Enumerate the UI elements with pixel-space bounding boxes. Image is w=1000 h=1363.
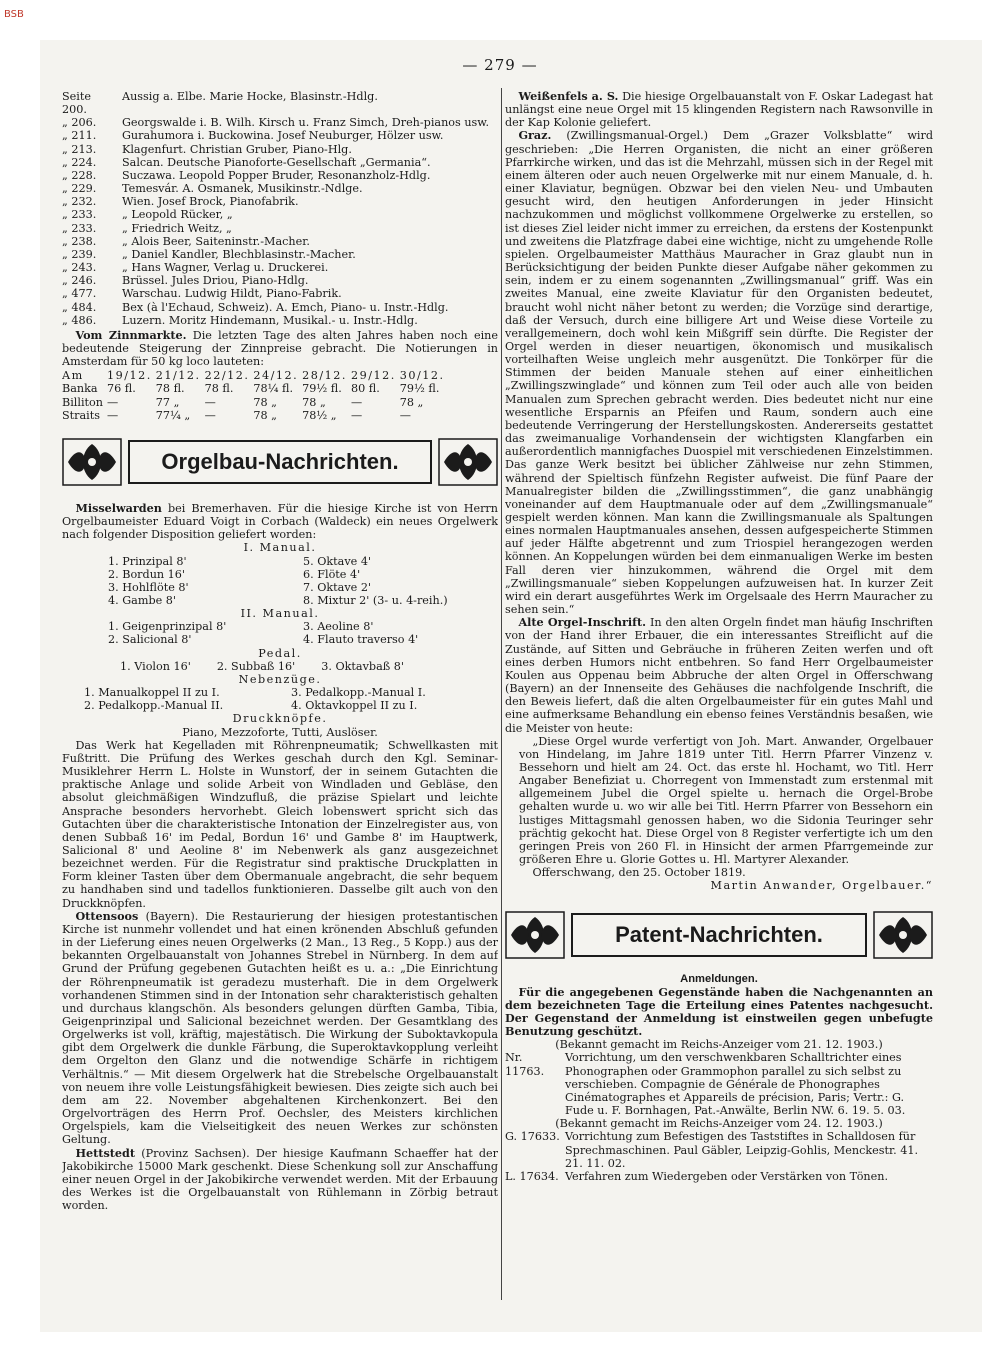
manual2-stops [108, 620, 498, 646]
anmeldungen-heading: Anmeldungen. [680, 972, 758, 985]
firm-text: Suczawa. Leopold Popper Bruder, Resonanzholz-Hdlg. [122, 168, 431, 182]
firm-page-ref: „ 211. [62, 129, 97, 143]
firm-entry [62, 90, 498, 116]
firm-entry [62, 248, 498, 261]
organ-stop: 3. Oktavbaß 8' [321, 659, 404, 673]
firm-entry [62, 156, 498, 169]
price-cell: 79½ fl. [399, 382, 440, 396]
price-cell: 21/12. [155, 369, 201, 383]
firm-entry [62, 182, 498, 195]
inschrift-signature: Martin Anwander, Orgelbauer.“ [710, 879, 933, 893]
inschrift-quote: „Diese Orgel wurde verfertigt von Joh. Mart. Anwander, Orgelbauer von Hindelang, im Jahre 1819 unter Titl. Herrn Pfarrer Vinzenz v. Bessehorn und hielt am 24. Oct. das erste hl. Hochamt, wo Titl. Herr Angaber Benefiziat u. Chorregent von Immenstadt zum erstenmal mit allgemeinem Jubel die Orgel spielte u. hernach die Orgel-Brobe gehalten wurde u. wo wir alle bei Titl. Herrn Pfarrer von Bessehorn ein lustiges Mittagsmahl genossen haben, wo die Sidonia Teuringer sehr prächtig gekocht hat. Diese Orgel von 8 Register verfertigte ich um den geringen Preis von 260 Fl. in Hinsicht der armen Pfarrgemeinde zur größeren Ehre u. Glorie Gottes u. Hl. Martyrer Alexander. [519, 734, 933, 867]
firm-entry [62, 208, 498, 221]
firm-entry [62, 274, 498, 287]
firm-entry [62, 116, 498, 129]
firm-page-ref: „ 239. [62, 247, 97, 261]
misselwarden-paragraph [62, 502, 498, 541]
price-cell: 78½ „ [302, 408, 337, 422]
price-row [62, 409, 449, 422]
patent-number: Nr. 11763. [505, 1051, 545, 1078]
ottensoos-paragraph [62, 910, 498, 1147]
weissenfels-paragraph [505, 90, 933, 129]
price-cell: — [204, 395, 216, 409]
price-cell: — [106, 395, 119, 409]
price-cell: 30/12. [399, 369, 445, 383]
ottensoos-text: (Bayern). Die Restaurierung der hiesigen protestantischen Kirche ist nunmehr vollendet und hat einen krönenden Abschluß gefunden in der Lieferung eines neuen Orgelwerks (2 Man., 13 Reg., 5 Kopp.) aus der bekannten Orgelbauanstalt von Johannes Strebel in Nürnberg. In dem auf Grund der Prüfung gegebenen Gutachten heißt es u. a.: „Die Einrichtung der Röhrenpneumatik ist geradezu musterhaft. Die in dem Orgelwerk vorhandenen Stimmen sind in der Intonation sehr charakteristisch gehalten und durchaus klangschön. Als besonders gelungen dürften Gamba, Tibia, Geigenprinzipal und Salicional bezeichnet werden. Der Gesamtklang des Orgelwerks ist voll, kräftig, majestätisch. Die Wirkung der Suboktavkopula gibt dem Orgelwerk die dunkle Färbung, die Superoktavkopplung verleiht dem Orgelton den Glanz und die notwendige Schärfe in richtigem Verhältnis.“ — Mit diesem Orgelwerk hat die Strebelsche Orgelbauanstalt von neuem ihre volle Leistungsfähigkeit bewiesen. Dies zeigte sich auch bei dem am 22. November abgehaltenen Kirchenkonzert. Bei den Orgelvorträgen des Herrn Prof. Oechsler, des Meisters kirchlichen Orgelspiels, kam die Vielseitigkeit des neuen Werkes zur schönsten Geltung. [62, 909, 498, 1147]
firm-text: „ Friedrich Weitz, „ [122, 221, 232, 235]
organ-stop: 2. Bordun 16' [108, 567, 185, 581]
misselwarden-text: bei Bremerhaven. Für die hiesige Kirche ist von Herrn Orgelbaumeister Eduard Voigt in Corbach (Waldeck) ein neues Orgelwerk nach folgender Disposition geliefert worden: [62, 501, 498, 542]
firm-text: Temesvár. A. Osmanek, Musikinstr.-Ndlge. [122, 182, 363, 196]
organ-coupler: 3. Pedalkopp.-Manual I. [291, 686, 426, 700]
price-cell: 79½ fl. [302, 382, 342, 396]
price-cell: 80 fl. [350, 382, 380, 396]
manual1-title: I. Manual. [243, 541, 317, 555]
left-column [62, 90, 498, 1315]
alte-orgel-heading: Alte Orgel-Inschrift. [518, 615, 647, 630]
organ-stop: 1. Violon 16' [120, 659, 191, 673]
price-cell: 78 fl. [155, 382, 185, 396]
firm-text: „ Alois Beer, Saiteninstr.-Macher. [122, 234, 310, 248]
firm-page-ref: „ 232. [62, 195, 97, 209]
price-cell: Straits [62, 408, 100, 422]
ornament-left-icon [505, 911, 565, 959]
firm-entry [62, 222, 498, 235]
firm-text: Georgswalde i. B. Wilh. Kirsch u. Franz Simch, Dreh-pianos usw. [122, 116, 490, 130]
organ-stop: 1. Geigenprinzipal 8' [108, 620, 227, 634]
firm-page-ref: „ 486. [62, 313, 97, 327]
weissenfels-heading: Weißenfels a. S. [518, 90, 619, 103]
page-number: — 279 — [462, 56, 538, 74]
price-cell: 22/12. [204, 369, 250, 383]
orgelbau-title: Orgelbau-Nachrichten. [128, 440, 432, 484]
graz-text: (Zwillingsmanual-Orgel.) Dem „Grazer Volksblatte“ wird geschrieben: „Die Herren Organisten, die nicht an einer größeren Pfarrkirche wirken, und das ist die Mehrzahl, müssen sich in der Regel mit einem älteren oder auch neuen Orgelwerke mit nur einem Manuale, d. h. einer Klaviatur, begnügen. Obzwar bei den vielen Neu- und Umbauten gesucht wird, den heutigen Anforderungen in jeder Hinsicht nachzukommen und möglichst vollkommene Orgelwerke zu erstellen, so ist dieses Ziel leider nicht immer zu erreichen, da erstens der Kostenpunkt und zweitens die Platzfrage dabei eine wichtige, nicht zu umgehende Rolle spielen. Orgelbaumeister Matthäus Mauracher in Graz glaubt nun in Berücksichtigung der beiden Punkte dieser Aufgabe näher gekommen zu sein, indem er zu einem sogenannten „Zwillingsmanual“ griff. Was ein zweites Manual, eine zweite Klaviatur für den Organisten bedeutet, braucht wohl nicht näher betont zu werden; die Vorzüge sind derartige, daß der Versuch, durch eine billigere Art und Weise diese Vorteile zu verallgemeinern, doch wohl kein Mißgriff sein dürfte. Die Register der Orgel werden in dieser neuartigen, ökonomisch und musikalisch vorteilhaften Weise ungleich mehr ausgenützt. Die Tonkörper für die Stimmen der beiden Manuale stehen auf einer einheitlichen „Zwillingszwinglade“ und können zum Teil oder auch alle von beiden Manualen zum Sprechen gebracht werden. Dies bedeutet nicht nur eine wesentliche Ersparnis an Pfeifen und Raum, sondern auch eine bedeutende Verringerung der Herstellungskosten. Andererseits gestattet das zweimanualige Vorhandensein der wichtigsten Klangfarben ein außerordentlich mannigfaches Duospiel mit verschiedenen Einzelstimmen. Das ganze Werk besitzt bei üblicher Zählweise nur zehn Stimmen, während der Spieltisch fünfzehn Register aufweist. Die fünf Paare der Manualregister bilden die „Zwillingsstimmen“, die ganz unabhängig voneinander auf dem Hauptmanuale oder auf dem „Zwillingsmanuale“ gespielt werden können. Man kann die Zwillingsmanuale als Spaltungen eines normalen Hauptmanuales ansehen, dessen aufgespeicherte Stimmen auf jeder Hälfte abgetrennt und zum Triospiel herangezogen werden können. An Koppelungen würden bei dem einmanualigen Werke im besten Fall deren vier hinzukommen, während die Orgel mit dem „Zwillingsmanuale“ sieben Koppelungen aufzuweisen hat. In kurzer Zeit wird ein derart ausgeführtes Werk im Orgelsaale des Herrn Mauracher zu sehen sein.“ [505, 129, 933, 617]
price-row [62, 369, 449, 382]
price-cell: 78 fl. [204, 382, 234, 396]
firm-text: Warschau. Ludwig Hildt, Piano-Fabrik. [122, 287, 342, 301]
firm-entry [62, 301, 498, 314]
patent-text: Vorrichtung, um den verschwenkbaren Schalltrichter eines Phonographen oder Grammophon parallel zu sich selbst zu verschieben. Compagnie de Générale de Phonographes Cinématographes et Appareils de précision, Paris; Vertr.: G. Fude u. F. Bornhagen, Pat.-Anwälte, Berlin NW. 6. 19. 5. 03. [565, 1051, 906, 1118]
price-cell: — [350, 408, 363, 422]
hettstedt-text: (Provinz Sachsen). Der hiesige Kaufmann Schaeffer hat der Jakobikirche 15000 Mark geschenkt. Diese Schenkung soll zur Anschaffung einer neuen Orgel in der Jakobikirche verwendet werden. Mit der Erbauung des Werkes ist die Orgelbauanstalt von Rühlemann in Zörbig betraut worden. [62, 1146, 498, 1213]
zinn-paragraph [62, 329, 498, 368]
firm-page-ref: „ 233. [62, 221, 97, 235]
graz-paragraph [505, 129, 933, 616]
patent-entry [505, 1170, 933, 1183]
price-cell: 78 „ [399, 395, 424, 409]
firm-page-ref: „ 229. [62, 182, 97, 196]
price-cell: 24/12. [253, 369, 299, 383]
organ-stop: 6. Flöte 4' [303, 567, 361, 581]
organ-stop: 4. Flauto traverso 4' [303, 633, 419, 647]
firm-page-ref: „ 213. [62, 142, 97, 156]
firm-page-ref: „ 477. [62, 287, 97, 301]
nebenzuege-list [84, 686, 498, 712]
price-cell: 78 „ [302, 395, 326, 409]
price-cell: — [106, 408, 119, 422]
ornament-right-icon [438, 438, 498, 486]
firm-page-ref: „ 206. [62, 116, 97, 130]
price-cell: 28/12. [302, 369, 347, 383]
firm-page-ref: „ 228. [62, 168, 97, 182]
column-rule [501, 88, 502, 1300]
price-cell: 29/12. [350, 369, 396, 383]
hettstedt-paragraph [62, 1147, 498, 1213]
nebenzuege-title: Nebenzüge. [238, 672, 322, 686]
organ-stop: 2. Subbaß 16' [216, 659, 296, 673]
pedal-stops [120, 660, 498, 673]
firm-text: Bex (à l'Echaud, Schweiz). A. Emch, Piano- u. Instr.-Hdlg. [122, 300, 449, 314]
firm-entry [62, 261, 498, 274]
manual2-title: II. Manual. [240, 607, 320, 621]
price-cell: — [204, 408, 216, 422]
firm-entry [62, 235, 498, 248]
organ-coupler: 2. Pedalkopp.-Manual II. [84, 699, 224, 713]
price-cell: 78¼ fl. [253, 382, 294, 396]
firm-page-ref: „ 224. [62, 155, 97, 169]
price-cell: Banka [62, 382, 98, 396]
price-cell: 78 „ [253, 395, 277, 409]
organ-stop: 4. Gambe 8' [108, 594, 176, 607]
firm-text: Klagenfurt. Christian Gruber, Piano-Hlg. [122, 142, 352, 156]
firm-page-ref: „ 484. [62, 300, 97, 314]
graz-heading: Graz. [518, 128, 552, 143]
patent-title: Patent-Nachrichten. [571, 913, 867, 957]
weissenfels-text: Die hiesige Orgelbauanstalt von F. Oskar Ladegast hat unlängst eine neue Orgel mit 15 klingenden Registern nach Rawsonville in der Kap Kolonie geliefert. [505, 90, 933, 130]
firm-page-ref: „ 238. [62, 234, 97, 248]
firm-text: Aussig a. Elbe. Marie Hocke, Blasinstr.-Hdlg. [122, 90, 378, 103]
hettstedt-heading: Hettstedt [75, 1145, 136, 1160]
ornament-left-icon [62, 438, 122, 486]
bekannt-1: (Bekannt gemacht im Reichs-Anzeiger vom 21. 12. 1903.) [555, 1038, 883, 1052]
firm-page-ref: „ 246. [62, 274, 97, 288]
anmeldungen-text: Für die angegebenen Gegenstände haben die Nachgenannten an dem bezeichneten Tage die Erteilung eines Patentes nachgesucht. Der Gegenstand der Anmeldung ist einstweilen gegen unbefugte Benutzung geschützt. [505, 984, 933, 1039]
organ-coupler: 4. Oktavkoppel II zu I. [291, 699, 418, 713]
bekannt-2: (Bekannt gemacht im Reichs-Anzeiger vom 24. 12. 1903.) [555, 1117, 883, 1131]
firm-text: „ Hans Wagner, Verlag u. Druckerei. [122, 261, 329, 275]
firm-entry [62, 143, 498, 156]
organ-coupler: 1. Manualkoppel II zu I. [84, 686, 220, 700]
price-cell: 77¼ „ [155, 408, 191, 422]
druckknoepfe-title: Druckknöpfe. [232, 712, 328, 726]
firm-entry [62, 287, 498, 300]
organ-stop: 3. Hohlflöte 8' [108, 580, 189, 594]
firm-list [62, 90, 498, 327]
price-cell: 77 „ [155, 395, 180, 409]
misselwarden-body: Das Werk hat Kegelladen mit Röhrenpneumatik; Schwellkasten mit Fußtritt. Die Prüfung des Werkes geschah durch den Kgl. Seminar-Musiklehrer Herrn L. Holste in Wunstorf, der in seinem Gutachten die praktische Anlage und solide Arbeit von Windladen und Gebläse, den absolut gleichmäßigen Windzufluß, die präzise Spielart und leichte Ansprache besonders hervorhebt. Gleich lobenswert spricht sich das Gutachten über die charakteristische Intonation der Einzelregister aus, von denen Subbaß 16' im Pedal, Bordun 16' und Gambe 8' im Hauptwerk, Salicional 8' und Aeoline 8' im Nebenwerk als ganz ausgezeichnet bezeichnet werden. Für die Registratur sind praktische Druckplatten in Form kleiner Tasten über dem Obermanuale angebracht, die sehr bequem zu handhaben sind und tadellos funktionieren. Dasselbe gilt auch von den Druckknöpfen. [62, 738, 498, 910]
ornament-right-icon [873, 911, 933, 959]
firm-text: Salcan. Deutsche Pianoforte-Gesellschaft „Germania“. [122, 155, 431, 169]
patent-text: Verfahren zum Wiedergeben oder Verstärken von Tönen. [565, 1169, 889, 1183]
misselwarden-heading: Misselwarden [75, 500, 162, 515]
organ-stop: 7. Oktave 2' [303, 580, 372, 594]
manual1-stops [108, 555, 498, 608]
patent-text: Vorrichtung zum Befestigen des Taststiftes in Schalldosen für Sprechmaschinen. Paul Gäbler, Leipzig-Gohlis, Menckestr. 41. 21. 11. 02. [565, 1130, 919, 1170]
firm-text: Gurahumora i. Buckowina. Josef Neuburger, Hölzer usw. [122, 129, 444, 143]
organ-stop: 2. Salicional 8' [108, 633, 192, 647]
organ-stop: 3. Aeoline 8' [303, 620, 374, 634]
patent-number: G. 17633. [505, 1130, 560, 1144]
alte-orgel-paragraph [505, 616, 933, 734]
price-cell: — [350, 395, 363, 409]
zinn-text: Die letzten Tage des alten Jahres haben noch eine bedeutende Steigerung der Zinnpreise gebracht. Die Notierungen in Amsterdam für 50 kg loco lauteten: [62, 328, 498, 369]
firm-entry [62, 129, 498, 142]
patent-entry [505, 1130, 933, 1169]
organ-stop: 1. Prinzipal 8' [108, 554, 187, 568]
firm-text: „ Leopold Rücker, „ [122, 208, 233, 222]
organ-stop: 8. Mixtur 2' (3- u. 4-reih.) [303, 594, 448, 607]
price-cell: Am [62, 369, 84, 383]
price-cell: — [399, 408, 411, 422]
firm-page-ref: „ 233. [62, 208, 97, 222]
price-cell: 19/12. [106, 369, 152, 383]
patent-entry [505, 1051, 933, 1117]
patent-number: L. 17634. [505, 1169, 559, 1183]
patent-section-header [505, 909, 933, 961]
firm-entry [62, 169, 498, 182]
firm-entry [62, 314, 498, 327]
orgelbau-section-header [62, 436, 498, 488]
inschrift-date: Offerschwang, den 25. October 1819. [532, 866, 746, 880]
tin-price-table [62, 369, 449, 422]
price-cell: 76 fl. [106, 382, 136, 396]
price-cell: 78 „ [253, 408, 277, 422]
firm-entry [62, 195, 498, 208]
ottensoos-heading: Ottensoos [75, 908, 139, 923]
price-cell: Billiton [62, 395, 103, 409]
firm-text: Wien. Josef Brock, Pianofabrik. [122, 195, 299, 209]
firm-text: Luzern. Moritz Hindemann, Musikal.- u. Instr.-Hdlg. [122, 313, 418, 327]
price-row [62, 396, 449, 409]
alte-orgel-text: In den alten Orgeln findet man häufig Inschriften von der Hand ihrer Erbauer, die ein interessantes Streiflicht auf die Zustände, auf Sitten und Gebräuche in früheren Zeiten werfen und oft eines derben Humors nicht entbehren. So fand Herr Orgelbaumeister Koulen aus Oppenau beim Abbruche der alten Orgel in Offerschwang (Bayern) an der Innenseite des Gehäuses die nachfolgende Inschrift, die den Beweis liefert, daß die alten Orgelbaumeister für ein gutes Mahl und eine aufmerksame Behandlung ein ebenso feines Verständnis besaßen, wie die Meister von heute: [505, 616, 933, 735]
druckknoepfe-text: Piano, Mezzoforte, Tutti, Auslöser. [182, 725, 378, 739]
right-column [505, 90, 933, 1315]
firm-text: „ Daniel Kandler, Blechblasinstr.-Macher. [122, 247, 356, 261]
pedal-title: Pedal. [258, 646, 302, 660]
firm-page-ref: Seite 200. [62, 90, 91, 117]
price-row [62, 382, 449, 395]
library-stamp: BSB [4, 9, 24, 20]
organ-stop: 5. Oktave 4' [303, 554, 372, 568]
zinn-heading: Vom Zinnmarkte. [75, 327, 187, 342]
firm-text: Brüssel. Jules Driou, Piano-Hdlg. [122, 274, 309, 288]
firm-page-ref: „ 243. [62, 261, 97, 275]
